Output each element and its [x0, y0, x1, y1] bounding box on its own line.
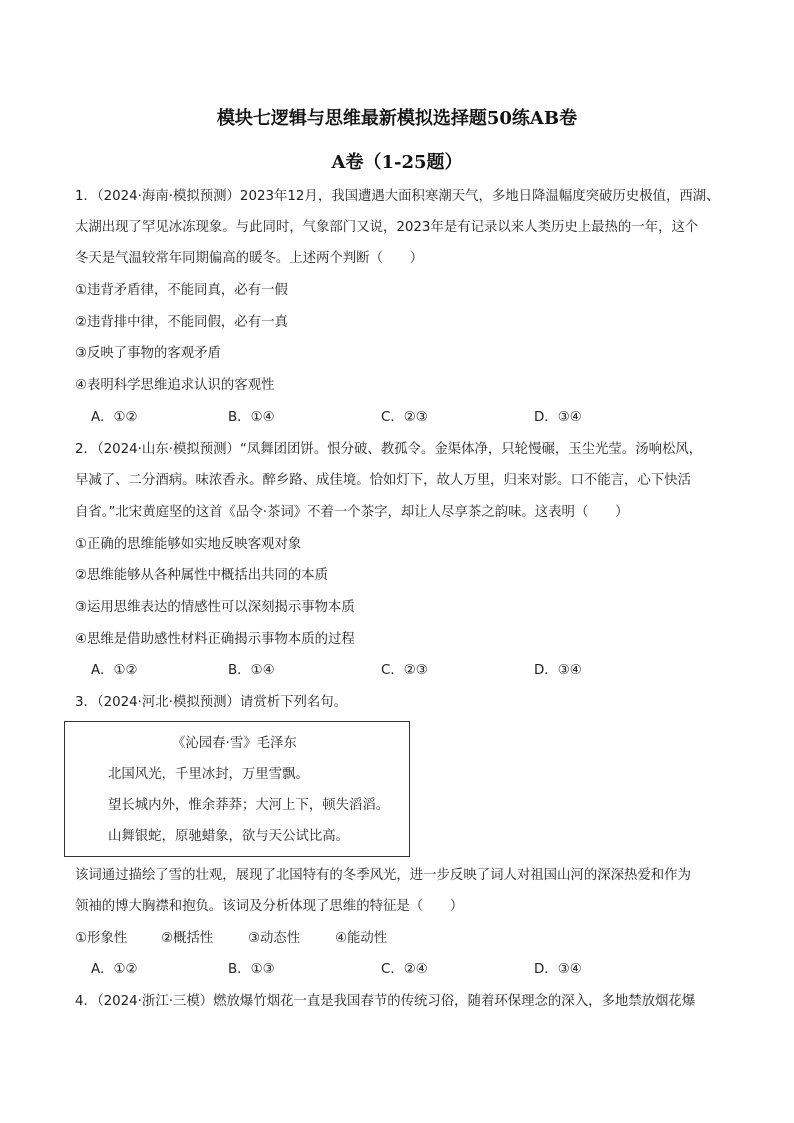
option-d[interactable]: D．③④ — [534, 410, 582, 425]
question-text-line: 3．（2024·河北·模拟预测）请赏析下列名句。 — [75, 695, 348, 710]
option-a[interactable]: A．①② — [91, 410, 138, 425]
question-text-line: 冬天是气温较常年同期偏高的暖冬。上述两个判断（ ） — [75, 251, 424, 266]
option-d[interactable]: D．③④ — [534, 663, 582, 678]
option-d[interactable]: D．③④ — [534, 962, 582, 977]
trait-item: ①形象性 — [75, 931, 128, 946]
statement-item: ②违背排中律，不能同假，必有一真 — [75, 315, 288, 330]
trait-item: ④能动性 — [335, 931, 388, 946]
statement-item: ①违背矛盾律，不能同真，必有一假 — [75, 283, 288, 298]
poem-title: 《沁园春·雪》毛泽东 — [172, 736, 297, 751]
option-c[interactable]: C．②③ — [381, 663, 428, 678]
statement-item: ③反映了事物的客观矛盾 — [75, 346, 221, 361]
poem-line: 望长城内外，惟余莽莽；大河上下，顿失滔滔。 — [108, 798, 390, 813]
question-text-line: 2．（2024·山东·模拟预测）“凤舞团团饼。恨分破、教孤令。金渠体净，只轮慢碾，玉尘光莹。汤响松风， — [75, 442, 703, 457]
trait-item: ③动态性 — [248, 931, 301, 946]
statement-item: ①正确的思维能够如实地反映客观对象 — [75, 537, 302, 552]
question-text-line: 1．（2024·海南·模拟预测）2023年12月，我国遭遇大面积寒潮天气，多地日降温幅度突破历史极值，西湖、 — [75, 189, 720, 204]
option-b[interactable]: B．①④ — [228, 663, 275, 678]
document-title: 模块七逻辑与思维最新模拟选择题50练AB卷 — [216, 108, 578, 129]
question-text-line: 该词通过描绘了雪的壮观，展现了北国特有的冬季风光，进一步反映了词人对祖国山河的深深热爱和作为 — [75, 868, 691, 883]
statement-item: ③运用思维表达的情感性可以深刻揭示事物本质 — [75, 600, 355, 615]
question-text-line: 早减了、二分酒病。味浓香永。醉乡路、成佳境。恰如灯下，故人万里，归来对影。口不能言，心下快活 — [75, 473, 691, 488]
statement-item: ④思维是借助感性材料正确揭示事物本质的过程 — [75, 632, 355, 647]
option-c[interactable]: C．②④ — [381, 962, 428, 977]
poem-line: 山舞银蛇，原驰蜡象，欲与天公试比高。 — [108, 829, 350, 844]
question-text-line: 太湖出现了罕见冰冻现象。与此同时，气象部门又说，2023年是有记录以来人类历史上最热的一年，这个 — [75, 220, 699, 235]
option-b[interactable]: B．①③ — [228, 962, 275, 977]
statement-item: ④表明科学思维追求认识的客观性 — [75, 378, 275, 393]
question-text-line: 自省。”北宋黄庭坚的这首《品令·茶词》不着一个茶字，却让人尽享茶之韵味。这表明（ ） — [75, 505, 629, 520]
question-text-line: 领袖的博大胸襟和抱负。该词及分析体现了思维的特征是（ ） — [75, 899, 464, 914]
option-a[interactable]: A．①② — [91, 663, 138, 678]
section-subtitle: A卷（1-25题） — [331, 152, 463, 173]
option-b[interactable]: B．①④ — [228, 410, 275, 425]
statement-item: ②思维能够从各种属性中概括出共同的本质 — [75, 568, 329, 583]
option-c[interactable]: C．②③ — [381, 410, 428, 425]
question-text-line: 4．（2024·浙江·三模）燃放爆竹烟花一直是我国春节的传统习俗，随着环保理念的深入，多地禁放烟花爆 — [75, 994, 696, 1009]
poem-line: 北国风光，千里冰封，万里雪飘。 — [108, 767, 309, 782]
trait-item: ②概括性 — [161, 931, 214, 946]
option-a[interactable]: A．①② — [91, 962, 138, 977]
poem-box — [64, 721, 410, 857]
